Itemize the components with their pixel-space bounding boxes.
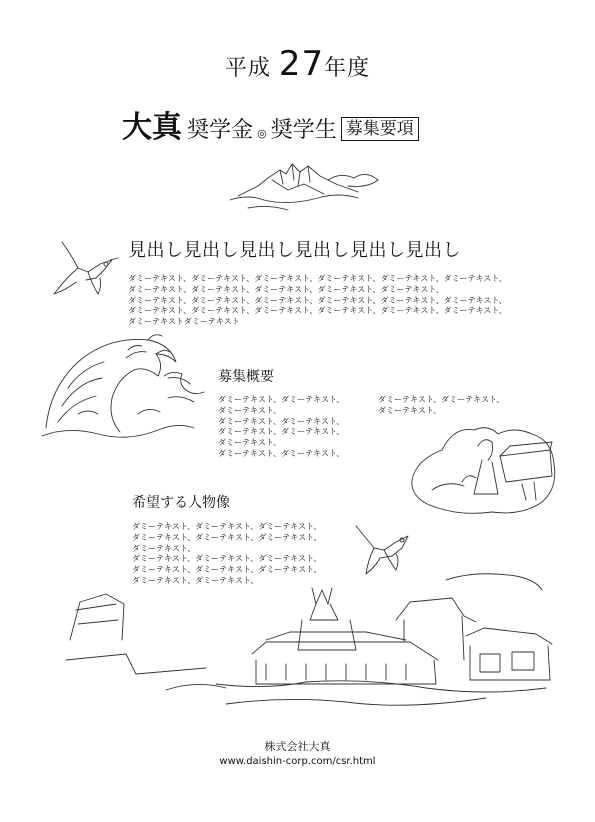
profile-heading: 希望する人物像 [132, 495, 230, 511]
overview-heading: 募集概要 [218, 369, 274, 385]
crane-illustration-bottom [350, 520, 420, 578]
era-text: 平成 [224, 56, 271, 81]
shore-sketch [160, 368, 210, 408]
overview-column-1: ダミーテキスト、ダミーテキスト、 ダミーテキスト、 ダミーテキスト、ダミーテキスト、 ダミーテキスト、ダミーテキスト、 ダミーテキスト、 ダミーテキスト、ダミーテキスト、 [218, 395, 345, 458]
overview-column-2: ダミーテキスト、ダミーテキスト、 ダミーテキスト、 [378, 395, 505, 415]
recruitment-guide-label: 募集要項 [341, 117, 419, 141]
headline: 見出し見出し見出し見出し見出し見出し [128, 240, 461, 261]
title-connector: ◎ [257, 127, 267, 140]
profile-paragraph: ダミーテキスト、ダミーテキスト、ダミーテキスト、 ダミーテキスト、ダミーテキスト、ダミーテキスト、 ダミーテキスト、 ダミーテキスト、ダミーテキスト、ダミーテキスト、 ダミーテキスト、ダミーテキスト、ダミーテキスト、 ダミーテキスト、ダミーテキスト、 [132, 522, 322, 585]
temple-illustration [66, 580, 556, 726]
title-scholar: 奨学生 [270, 118, 337, 143]
page-title [122, 102, 419, 146]
intro-paragraph: ダミーテキスト、ダミーテキスト、ダミーテキスト、ダミーテキスト、ダミーテキスト、ダミーテキスト、 ダミーテキスト、ダミーテキスト、ダミーテキスト、ダミーテキスト、ダミーテキスト、 ダミーテキスト、ダミーテキスト、ダミーテキスト、ダミーテキスト、ダミーテキスト、ダミーテキスト、 ダミーテキスト、ダミーテキスト、ダミーテキスト、ダミーテキスト、ダミーテキスト、ダミーテキスト、 ダミーテキストダミーテキスト [128, 274, 507, 327]
year-suffix: 年度 [324, 56, 371, 81]
company-name: 株式会社大真 [264, 740, 331, 753]
crane-illustration-top [48, 238, 120, 302]
title-scholarship: 奨学金 [187, 118, 254, 143]
year-number: 27 [278, 44, 325, 84]
mountain-illustration [228, 150, 388, 220]
company-url[interactable]: www.daishin-corp.com/csr.html [219, 756, 376, 767]
year-heading [0, 44, 595, 84]
people-illustration [402, 420, 562, 520]
company-short-name: 大真 [122, 110, 182, 145]
